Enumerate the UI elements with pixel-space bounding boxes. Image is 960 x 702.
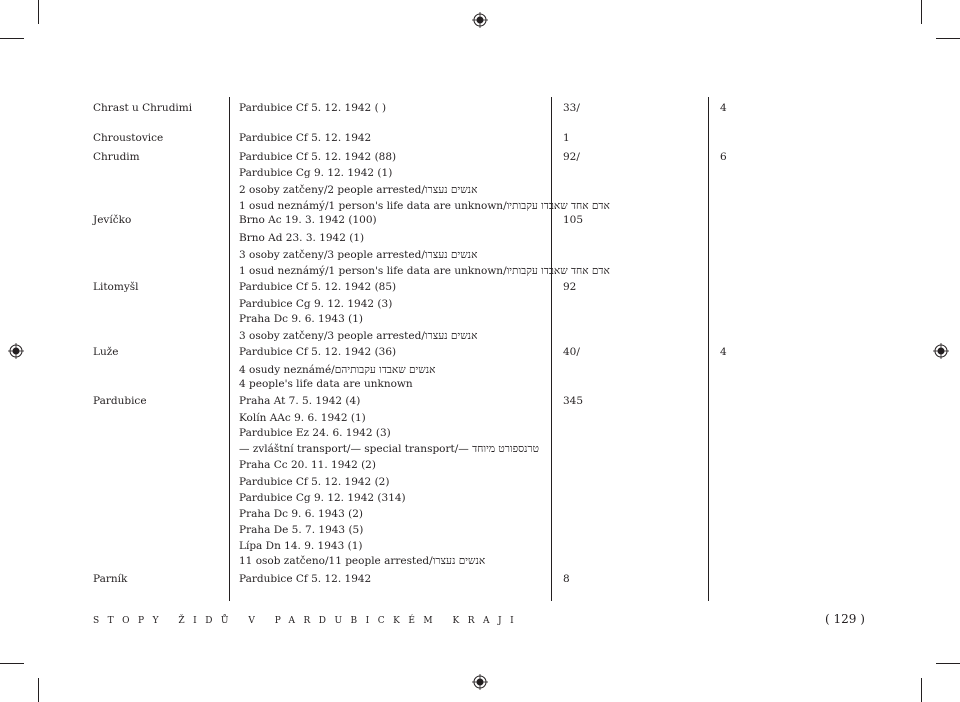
survivors-cell: 4 — [720, 102, 727, 114]
table-row — [0, 410, 960, 426]
town-cell: Pardubice — [93, 395, 147, 407]
count-cell: 105 — [563, 214, 584, 226]
transport-cell: 4 people's life data are unknown — [239, 378, 413, 390]
table-row — [0, 263, 960, 279]
page-number: ( 129 ) — [825, 612, 865, 626]
transport-cell: Pardubice Cg 9. 12. 1942 (3) — [239, 298, 393, 310]
transport-cell: 1 osud neznámý/1 person's life data are unknown/אדם אחד שאבדו עקבותיו — [239, 200, 610, 212]
table-row — [0, 328, 960, 344]
count-cell: 1 — [563, 132, 570, 144]
transport-cell: Praha Dc 9. 6. 1943 (2) — [239, 508, 363, 520]
town-cell: Chrudim — [93, 151, 140, 163]
table-row — [0, 393, 960, 409]
crop-mark — [936, 663, 960, 664]
table-row — [0, 100, 960, 116]
town-cell: Chroustovice — [93, 132, 164, 144]
survivors-cell: 4 — [720, 346, 727, 358]
town-cell: Chrast u Chrudimi — [93, 102, 193, 114]
table-row — [0, 571, 960, 587]
transport-cell: 3 osoby zatčeny/3 people arrested/אנשים נעצרו — [239, 249, 478, 261]
table-row — [0, 441, 960, 457]
count-cell: 33/ — [563, 102, 580, 114]
survivors-cell: 6 — [720, 151, 727, 163]
table-row — [0, 538, 960, 554]
crop-mark — [921, 678, 922, 702]
transport-cell: Pardubice Ez 24. 6. 1942 (3) — [239, 427, 391, 439]
transport-cell: Pardubice Cf 5. 12. 1942 ( ) — [239, 102, 387, 114]
transport-cell: Brno Ac 19. 3. 1942 (100) — [239, 214, 377, 226]
table-row — [0, 130, 960, 146]
transport-cell: 2 osoby zatčeny/2 people arrested/אנשים נעצרו — [239, 184, 478, 196]
table-row — [0, 457, 960, 473]
count-cell: 8 — [563, 573, 570, 585]
table-row — [0, 247, 960, 263]
table-row — [0, 182, 960, 198]
transport-cell: 4 osudy neznámé/אנשים שאבדו עקבותיהם — [239, 364, 436, 376]
transport-cell: Pardubice Cf 5. 12. 1942 — [239, 573, 372, 585]
table-row — [0, 212, 960, 228]
count-cell: 92/ — [563, 151, 580, 163]
registration-mark-icon — [472, 12, 488, 28]
table-row — [0, 425, 960, 441]
transport-cell: — zvláštní transport/— special transport/— טרנספורט מיוחד — [239, 443, 539, 455]
town-cell: Parník — [93, 573, 128, 585]
transport-cell: Praha De 5. 7. 1943 (5) — [239, 524, 364, 536]
table-row — [0, 165, 960, 181]
table-row — [0, 149, 960, 165]
transport-cell: Pardubice Cg 9. 12. 1942 (1) — [239, 167, 393, 179]
transport-cell: Pardubice Cf 5. 12. 1942 (85) — [239, 281, 397, 293]
count-cell: 92 — [563, 281, 577, 293]
registration-mark-icon — [472, 674, 488, 690]
table-row — [0, 311, 960, 327]
table-row — [0, 296, 960, 312]
transport-cell: Pardubice Cf 5. 12. 1942 (88) — [239, 151, 397, 163]
transport-cell: Lípa Dn 14. 9. 1943 (1) — [239, 540, 363, 552]
transport-cell: Pardubice Cf 5. 12. 1942 — [239, 132, 372, 144]
town-cell: Luže — [93, 346, 119, 358]
town-cell: Jevíčko — [93, 214, 132, 226]
transport-cell: Pardubice Cf 5. 12. 1942 (36) — [239, 346, 397, 358]
transport-cell: Praha Cc 20. 11. 1942 (2) — [239, 459, 376, 471]
transport-cell: 11 osob zatčeno/11 people arrested/אנשים נעצרו — [239, 555, 486, 567]
running-title: STOPY ŽIDŮ V PARDUBICKÉM KRAJI — [93, 616, 523, 626]
count-cell: 40/ — [563, 346, 580, 358]
crop-mark — [936, 38, 960, 39]
transport-cell: Kolín AAc 9. 6. 1942 (1) — [239, 412, 366, 424]
transport-cell: Praha Dc 9. 6. 1943 (1) — [239, 313, 363, 325]
table-row — [0, 230, 960, 246]
crop-mark — [38, 678, 39, 702]
table-row — [0, 553, 960, 569]
table-row — [0, 474, 960, 490]
table-row — [0, 522, 960, 538]
table-row — [0, 490, 960, 506]
table-row — [0, 344, 960, 360]
transport-cell: Pardubice Cf 5. 12. 1942 (2) — [239, 476, 390, 488]
town-cell: Litomyšl — [93, 281, 139, 293]
transport-cell: 3 osoby zatčeny/3 people arrested/אנשים נעצרו — [239, 330, 478, 342]
transport-cell: Pardubice Cg 9. 12. 1942 (314) — [239, 492, 406, 504]
table-row — [0, 506, 960, 522]
table-row — [0, 279, 960, 295]
table-row — [0, 376, 960, 392]
crop-mark — [921, 0, 922, 24]
crop-mark — [0, 663, 24, 664]
transport-cell: Praha At 7. 5. 1942 (4) — [239, 395, 361, 407]
transport-cell: Brno Ad 23. 3. 1942 (1) — [239, 232, 365, 244]
count-cell: 345 — [563, 395, 584, 407]
transport-cell: 1 osud neznámý/1 person's life data are unknown/אדם אחד שאבדו עקבותיו — [239, 265, 610, 277]
crop-mark — [38, 0, 39, 24]
crop-mark — [0, 38, 24, 39]
